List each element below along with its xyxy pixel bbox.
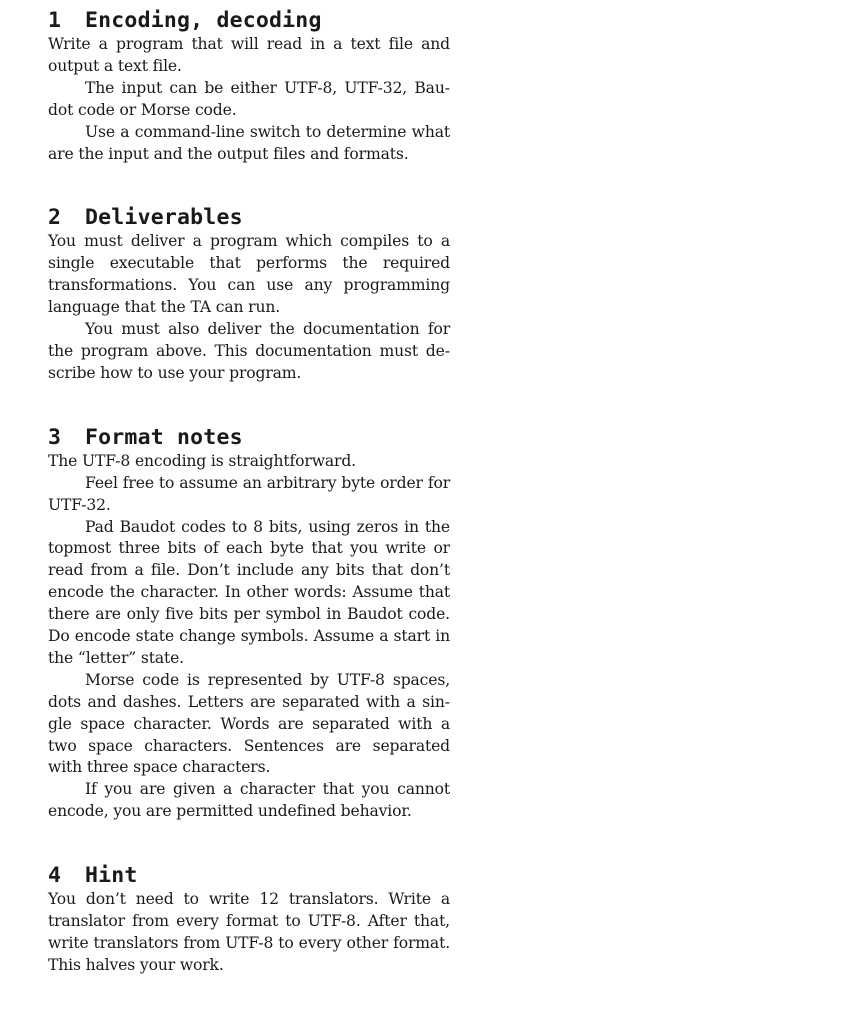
section-heading [48,861,450,891]
paragraph: Pad Baudot codes to 8 bits, using zeros in the topmost three bits of each byte that you write or read from a file. Don’t include any bits that don’t encode the character. In other words: Assume that there are only five bits per symbol in Baudot code. Do encode state change symbols. Assume a start in the “letter” state. [48,517,450,667]
section-format-notes [48,423,450,823]
section-number: 1 [48,8,62,33]
paragraph: Morse code is represented by UTF-8 spaces, dots and dashes. Letters are separated with a single space character. Words are separated with a two space characters. Sentences are separated with three space characters. [48,670,450,777]
section-title: Deliverables [85,205,243,231]
section-hint [48,861,450,977]
section-heading [48,6,450,36]
section-title: Format notes [85,424,243,450]
paragraph: If you are given a character that you cannot encode, you are permitted undefined behavior. [48,780,450,821]
section-number: 3 [48,424,62,450]
section-heading [48,423,450,453]
paragraph: Feel free to assume an arbitrary byte order for UTF-32. [48,473,450,514]
section-heading [48,203,450,233]
paragraph: Use a command-line switch to determine what are the input and the output files and formats. [48,122,450,163]
section-deliverables [48,203,450,384]
document [48,6,450,977]
paragraph: You must also deliver the documentation for the program above. This documentation must describe how to use your program. [48,320,450,382]
paragraph: The UTF-8 encoding is straightforward. [48,451,356,470]
section-title: Hint [85,863,138,889]
section-number: 4 [48,863,62,889]
paragraph: Write a program that will read in a text file and output a text file. [48,35,450,75]
paragraph: You don’t need to write 12 translators. Write a translator from every format to UTF-8. After that, write translators from UTF-8 to every other format. This halves your work. [48,890,450,974]
section-encoding-decoding [48,6,450,165]
paragraph: The input can be either UTF-8, UTF-32, Baudot code or Morse code. [48,78,450,119]
section-number: 2 [48,205,62,231]
paragraph: You must deliver a program which compiles to a single executable that performs the required transformations. You can use any programming language that the TA can run. [48,232,450,317]
section-title: Encoding, decoding [85,8,322,33]
